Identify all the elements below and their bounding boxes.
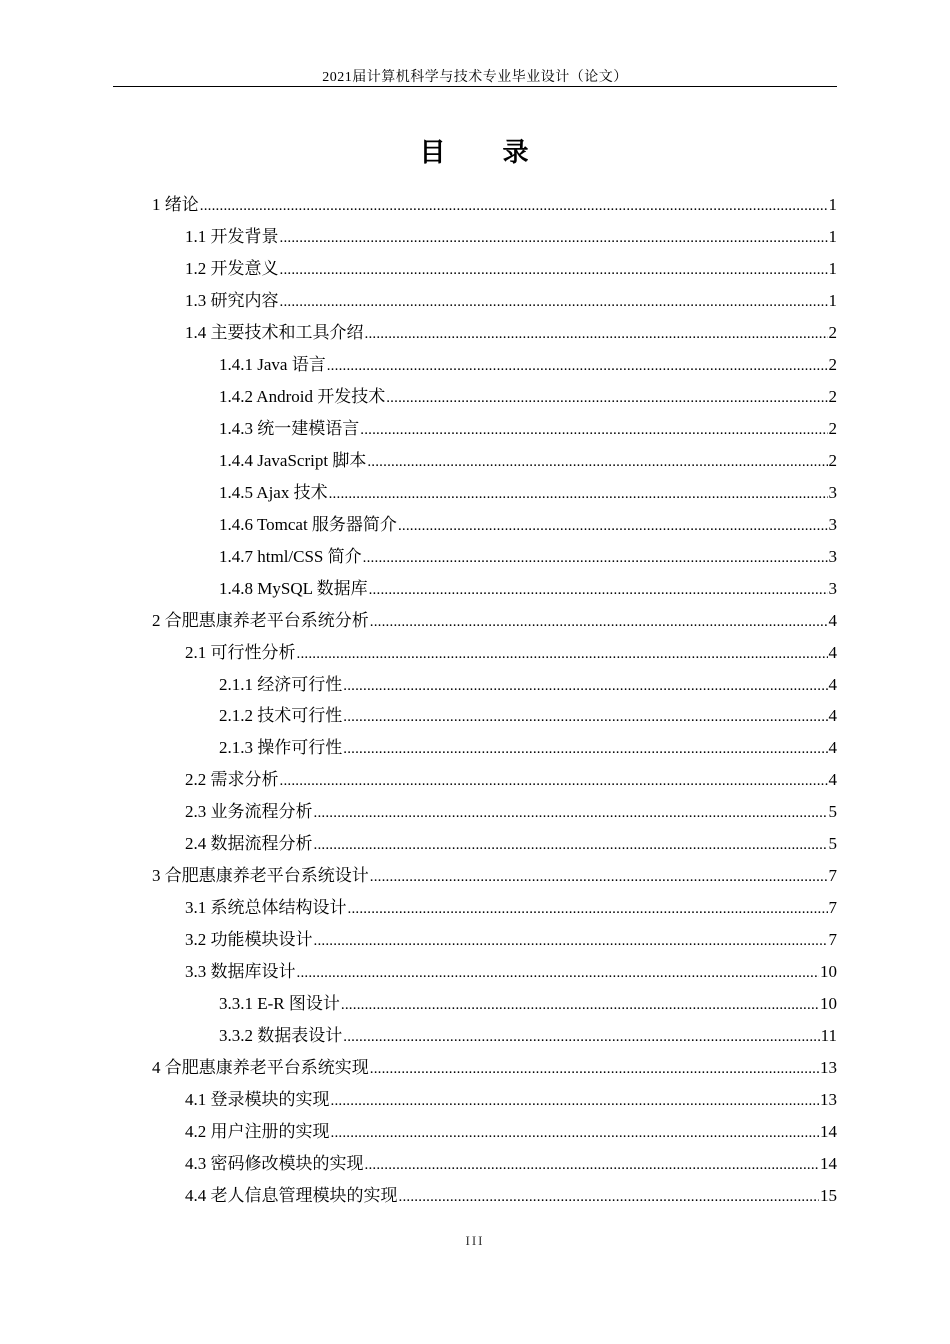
toc-entry-page: 13 <box>820 1057 837 1077</box>
toc-entry-page: 13 <box>820 1089 837 1109</box>
toc-entry-label: 2.1.1 经济可行性 <box>219 674 343 694</box>
toc-entry-page: 3 <box>828 514 837 534</box>
toc-dot-leader <box>327 358 828 375</box>
toc-entry-label: 4.2 用户注册的实现 <box>185 1121 330 1141</box>
toc-dot-leader <box>297 965 820 982</box>
toc-entry-page: 4 <box>828 674 837 694</box>
toc-entry[interactable] <box>185 762 950 794</box>
toc-title: 目 录 <box>419 138 531 168</box>
toc-entry-page: 7 <box>828 930 837 950</box>
toc-entry-page: 1 <box>828 227 837 247</box>
toc-entry-page: 1 <box>828 291 837 311</box>
toc-entry[interactable] <box>185 315 950 347</box>
toc-entry-page: 7 <box>828 898 837 918</box>
toc-entry-page: 10 <box>820 961 837 981</box>
toc-entry[interactable] <box>219 443 950 475</box>
toc-entry-label: 1.2 开发意义 <box>185 259 279 279</box>
toc-entry-label: 4.3 密码修改模块的实现 <box>185 1153 364 1173</box>
toc-dot-leader <box>314 933 828 950</box>
toc-dot-leader <box>314 805 828 822</box>
toc-dot-leader <box>343 741 827 758</box>
toc-dot-leader <box>369 582 828 599</box>
toc-entry-label: 2.1.2 技术可行性 <box>219 706 343 726</box>
toc-entry[interactable] <box>185 634 950 666</box>
toc-entry[interactable] <box>152 1049 950 1081</box>
toc-entry[interactable] <box>185 954 950 986</box>
toc-entry-label: 3.3.2 数据表设计 <box>219 1025 343 1045</box>
toc-entry-page: 1 <box>828 259 837 279</box>
toc-entry-page: 4 <box>828 642 837 662</box>
toc-dot-leader <box>331 1125 820 1142</box>
toc-entry-page: 5 <box>828 802 837 822</box>
toc-entry[interactable] <box>185 826 950 858</box>
toc-entry-page: 11 <box>820 1025 837 1045</box>
toc-entry[interactable] <box>185 794 950 826</box>
toc-entry[interactable] <box>185 283 950 315</box>
toc-dot-leader <box>343 1029 819 1046</box>
toc-entry[interactable] <box>152 858 950 890</box>
toc-dot-leader <box>370 869 828 886</box>
toc-entry-page: 4 <box>828 610 837 630</box>
toc-entry-page: 2 <box>828 387 837 407</box>
toc-entry[interactable] <box>185 1081 950 1113</box>
toc-dot-leader <box>343 678 827 695</box>
toc-entry-page: 2 <box>828 355 837 375</box>
toc-entry[interactable] <box>185 251 950 283</box>
toc-dot-leader <box>363 550 828 567</box>
toc-entry[interactable] <box>152 187 950 219</box>
toc-entry-label: 1 绪论 <box>152 195 199 215</box>
toc-dot-leader <box>329 486 828 503</box>
toc-entry[interactable] <box>219 411 950 443</box>
toc-entry-page: 4 <box>828 770 837 790</box>
toc-entry-label: 3 合肥惠康养老平台系统设计 <box>152 866 369 886</box>
table-of-contents <box>0 187 950 1209</box>
toc-entry-page: 2 <box>828 419 837 439</box>
toc-entry-label: 1.4.7 html/CSS 简介 <box>219 546 362 566</box>
toc-entry-label: 1.4.8 MySQL 数据库 <box>219 578 368 598</box>
toc-dot-leader <box>280 294 828 311</box>
page-number: III <box>465 1233 485 1248</box>
toc-entry[interactable] <box>185 890 950 922</box>
toc-entry[interactable] <box>219 730 950 762</box>
toc-entry-page: 3 <box>828 546 837 566</box>
toc-entry[interactable] <box>219 666 950 698</box>
toc-entry-label: 1.4.1 Java 语言 <box>219 355 326 375</box>
toc-dot-leader <box>280 773 828 790</box>
toc-entry-label: 1.3 研究内容 <box>185 291 279 311</box>
toc-entry-label: 1.4.3 统一建模语言 <box>219 419 360 439</box>
toc-dot-leader <box>367 454 827 471</box>
toc-entry[interactable] <box>185 1113 950 1145</box>
header-rule <box>113 86 837 87</box>
toc-dot-leader <box>386 390 827 407</box>
toc-entry-page: 4 <box>828 706 837 726</box>
toc-entry-page: 3 <box>828 482 837 502</box>
toc-entry-label: 4.1 登录模块的实现 <box>185 1089 330 1109</box>
toc-entry[interactable] <box>185 922 950 954</box>
toc-dot-leader <box>343 709 827 726</box>
toc-entry-label: 1.4 主要技术和工具介绍 <box>185 323 364 343</box>
toc-entry-page: 14 <box>820 1121 837 1141</box>
toc-entry-label: 3.1 系统总体结构设计 <box>185 898 347 918</box>
toc-entry[interactable] <box>185 219 950 251</box>
toc-entry-label: 4 合肥惠康养老平台系统实现 <box>152 1057 369 1077</box>
toc-entry-label: 1.1 开发背景 <box>185 227 279 247</box>
toc-entry-label: 3.3.1 E-R 图设计 <box>219 993 340 1013</box>
toc-entry-page: 3 <box>828 578 837 598</box>
toc-entry[interactable] <box>185 1177 950 1209</box>
toc-entry[interactable] <box>219 698 950 730</box>
toc-entry[interactable] <box>185 1145 950 1177</box>
toc-entry[interactable] <box>219 379 950 411</box>
toc-entry-page: 15 <box>820 1185 837 1205</box>
toc-entry-page: 10 <box>820 993 837 1013</box>
toc-entry-label: 1.4.5 Ajax 技术 <box>219 482 328 502</box>
toc-entry-label: 3.3 数据库设计 <box>185 961 296 981</box>
toc-dot-leader <box>348 901 828 918</box>
toc-entry-label: 1.4.6 Tomcat 服务器简介 <box>219 514 397 534</box>
toc-entry[interactable] <box>219 506 950 538</box>
toc-entry-label: 2.1 可行性分析 <box>185 642 296 662</box>
toc-dot-leader <box>200 198 828 215</box>
toc-entry-label: 1.4.4 JavaScript 脚本 <box>219 450 367 470</box>
toc-entry[interactable] <box>219 570 950 602</box>
toc-dot-leader <box>360 422 827 439</box>
toc-dot-leader <box>341 997 819 1014</box>
toc-entry[interactable] <box>219 347 950 379</box>
toc-entry-page: 2 <box>828 450 837 470</box>
toc-entry-page: 14 <box>820 1153 837 1173</box>
toc-entry-page: 7 <box>828 866 837 886</box>
toc-entry-page: 5 <box>828 834 837 854</box>
toc-entry-label: 2.2 需求分析 <box>185 770 279 790</box>
toc-entry-label: 3.2 功能模块设计 <box>185 930 313 950</box>
toc-entry[interactable] <box>219 474 950 506</box>
toc-dot-leader <box>365 1157 820 1174</box>
toc-entry-label: 2.4 数据流程分析 <box>185 834 313 854</box>
running-header: 2021届计算机科学与技术专业毕业设计（论文） <box>322 70 628 85</box>
toc-dot-leader <box>331 1093 820 1110</box>
toc-dot-leader <box>365 326 828 343</box>
toc-entry[interactable] <box>219 538 950 570</box>
toc-dot-leader <box>370 1061 819 1078</box>
toc-entry-label: 2.1.3 操作可行性 <box>219 738 343 758</box>
toc-entry-label: 4.4 老人信息管理模块的实现 <box>185 1185 398 1205</box>
toc-entry-page: 4 <box>828 738 837 758</box>
toc-dot-leader <box>398 518 828 535</box>
toc-dot-leader <box>280 262 828 279</box>
toc-entry[interactable] <box>219 1017 950 1049</box>
toc-entry-page: 2 <box>828 323 837 343</box>
toc-entry-page: 1 <box>828 195 837 215</box>
toc-entry[interactable] <box>152 602 950 634</box>
toc-dot-leader <box>370 614 828 631</box>
toc-dot-leader <box>314 837 828 854</box>
toc-entry-label: 1.4.2 Android 开发技术 <box>219 387 386 407</box>
toc-dot-leader <box>280 230 828 247</box>
toc-entry-label: 2 合肥惠康养老平台系统分析 <box>152 610 369 630</box>
toc-entry-label: 2.3 业务流程分析 <box>185 802 313 822</box>
toc-dot-leader <box>297 646 828 663</box>
toc-dot-leader <box>399 1189 820 1206</box>
toc-entry[interactable] <box>219 985 950 1017</box>
